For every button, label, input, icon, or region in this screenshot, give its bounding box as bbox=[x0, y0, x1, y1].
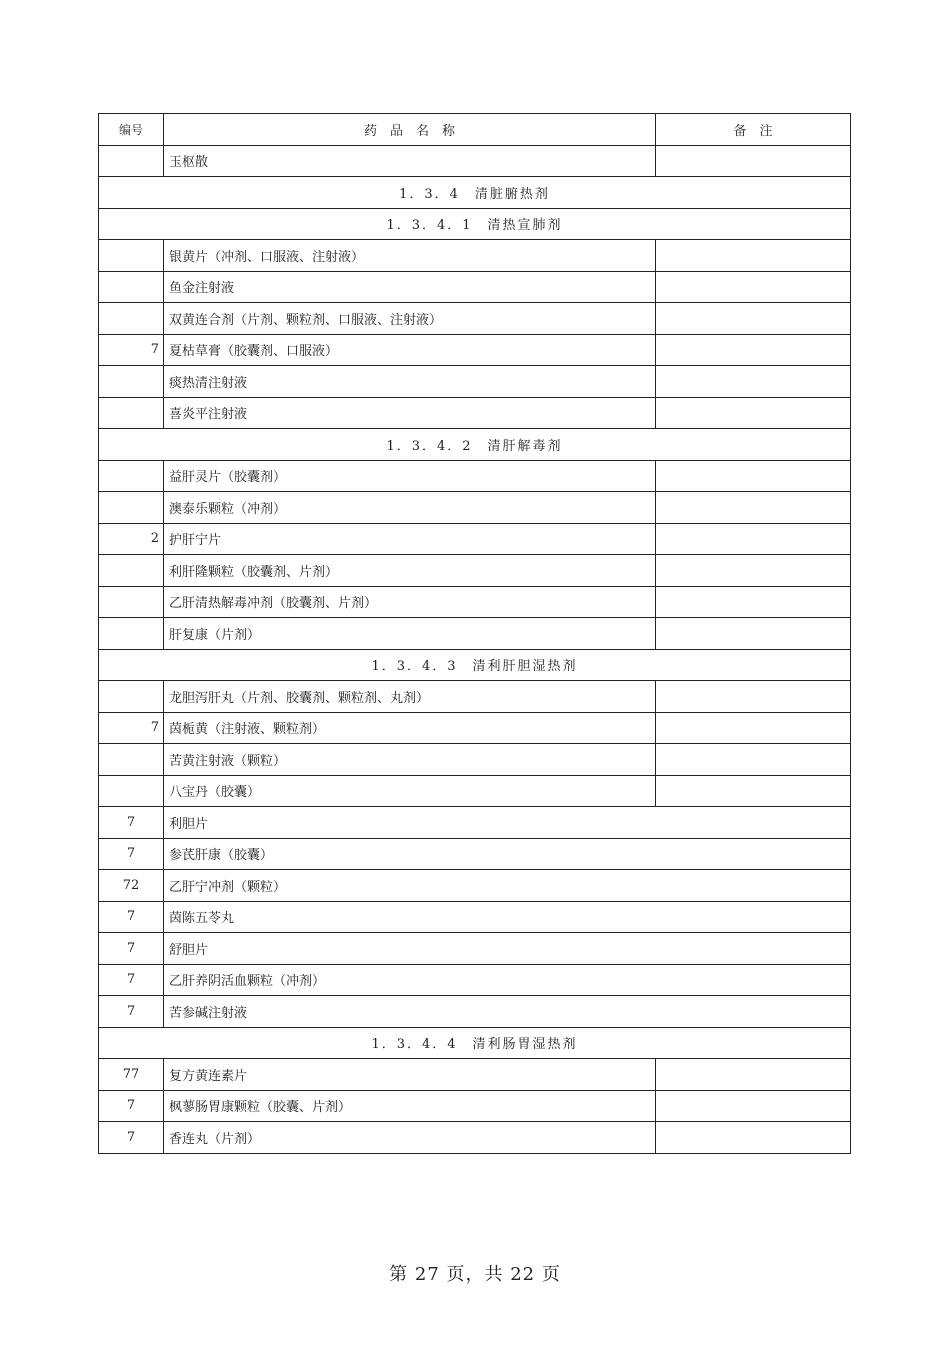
section-title: 1．3．4．4 清利肠胃湿热剂 bbox=[99, 1027, 851, 1059]
drug-name: 枫蓼肠胃康颗粒（胶囊、片剂） bbox=[164, 1090, 656, 1122]
remarks-cell bbox=[656, 366, 851, 398]
remarks-cell bbox=[656, 334, 851, 366]
row-number: 7 bbox=[99, 712, 164, 744]
row-number: 7 bbox=[99, 838, 164, 870]
remarks-cell bbox=[656, 1090, 851, 1122]
remarks-cell bbox=[656, 555, 851, 587]
drug-name: 茵陈五苓丸 bbox=[164, 901, 851, 933]
header-number: 编号 bbox=[99, 114, 164, 146]
remarks-cell bbox=[656, 618, 851, 650]
remarks-cell bbox=[656, 1059, 851, 1091]
table-row bbox=[99, 933, 851, 965]
table-row bbox=[99, 712, 851, 744]
row-number bbox=[99, 366, 164, 398]
section-title: 1．3．4 清脏腑热剂 bbox=[99, 177, 851, 209]
remarks-cell bbox=[656, 712, 851, 744]
drug-name: 喜炎平注射液 bbox=[164, 397, 656, 429]
row-number bbox=[99, 271, 164, 303]
row-number bbox=[99, 303, 164, 335]
table-row bbox=[99, 964, 851, 996]
drug-name: 复方黄连素片 bbox=[164, 1059, 656, 1091]
table-row bbox=[99, 586, 851, 618]
drug-name: 利肝隆颗粒（胶囊剂、片剂） bbox=[164, 555, 656, 587]
row-number bbox=[99, 460, 164, 492]
table-row bbox=[99, 303, 851, 335]
row-number: 72 bbox=[99, 870, 164, 902]
table-row bbox=[99, 460, 851, 492]
table-row bbox=[99, 334, 851, 366]
section-row bbox=[99, 429, 851, 461]
section-row bbox=[99, 177, 851, 209]
remarks-cell bbox=[656, 240, 851, 272]
row-number bbox=[99, 240, 164, 272]
drug-name: 益肝灵片（胶囊剂） bbox=[164, 460, 656, 492]
table-row bbox=[99, 555, 851, 587]
remarks-cell bbox=[656, 397, 851, 429]
table-row bbox=[99, 618, 851, 650]
section-title: 1．3．4．1 清热宣肺剂 bbox=[99, 208, 851, 240]
table-row bbox=[99, 807, 851, 839]
page-footer: 第 27 页，共 22 页 bbox=[389, 1264, 561, 1285]
table-row bbox=[99, 145, 851, 177]
row-number bbox=[99, 145, 164, 177]
table-row bbox=[99, 366, 851, 398]
drug-name: 乙肝清热解毒冲剂（胶囊剂、片剂） bbox=[164, 586, 656, 618]
table-row bbox=[99, 870, 851, 902]
remarks-cell bbox=[656, 586, 851, 618]
section-title: 1．3．4．2 清肝解毒剂 bbox=[99, 429, 851, 461]
remarks-cell bbox=[656, 460, 851, 492]
remarks-cell bbox=[656, 271, 851, 303]
table-row bbox=[99, 996, 851, 1028]
remarks-cell bbox=[656, 145, 851, 177]
row-number: 7 bbox=[99, 996, 164, 1028]
drug-name: 参芪肝康（胶囊） bbox=[164, 838, 851, 870]
table-row bbox=[99, 240, 851, 272]
drug-name: 八宝丹（胶囊） bbox=[164, 775, 656, 807]
drug-name: 舒胆片 bbox=[164, 933, 851, 965]
remarks-cell bbox=[656, 744, 851, 776]
header-remarks: 备 注 bbox=[656, 114, 851, 146]
drug-name: 银黄片（冲剂、口服液、注射液） bbox=[164, 240, 656, 272]
row-number bbox=[99, 492, 164, 524]
row-number bbox=[99, 586, 164, 618]
table-row bbox=[99, 744, 851, 776]
drug-name: 利胆片 bbox=[164, 807, 851, 839]
drug-name: 乙肝养阴活血颗粒（冲剂） bbox=[164, 964, 851, 996]
header-drug-name: 药 品 名 称 bbox=[164, 114, 656, 146]
remarks-cell bbox=[656, 523, 851, 555]
drug-list-table bbox=[98, 113, 851, 1154]
drug-name: 乙肝宁冲剂（颗粒） bbox=[164, 870, 851, 902]
drug-name: 鱼金注射液 bbox=[164, 271, 656, 303]
row-number: 2 bbox=[99, 523, 164, 555]
table-row bbox=[99, 1059, 851, 1091]
row-number: 77 bbox=[99, 1059, 164, 1091]
drug-list-body bbox=[99, 114, 851, 1154]
table-row bbox=[99, 492, 851, 524]
drug-name: 香连丸（片剂） bbox=[164, 1122, 656, 1154]
section-row bbox=[99, 1027, 851, 1059]
drug-name: 玉枢散 bbox=[164, 145, 656, 177]
row-number: 7 bbox=[99, 933, 164, 965]
row-number bbox=[99, 775, 164, 807]
table-row bbox=[99, 271, 851, 303]
table-row bbox=[99, 838, 851, 870]
row-number bbox=[99, 681, 164, 713]
drug-name: 夏枯草膏（胶囊剂、口服液） bbox=[164, 334, 656, 366]
row-number: 7 bbox=[99, 1090, 164, 1122]
row-number: 7 bbox=[99, 901, 164, 933]
row-number bbox=[99, 397, 164, 429]
drug-name: 双黄连合剂（片剂、颗粒剂、口服液、注射液） bbox=[164, 303, 656, 335]
table-row bbox=[99, 775, 851, 807]
remarks-cell bbox=[656, 303, 851, 335]
row-number: 7 bbox=[99, 1122, 164, 1154]
remarks-cell bbox=[656, 492, 851, 524]
remarks-cell bbox=[656, 1122, 851, 1154]
drug-name: 苦参碱注射液 bbox=[164, 996, 851, 1028]
table-header-row bbox=[99, 114, 851, 146]
row-number bbox=[99, 618, 164, 650]
drug-name: 肝复康（片剂） bbox=[164, 618, 656, 650]
drug-name: 龙胆泻肝丸（片剂、胶囊剂、颗粒剂、丸剂） bbox=[164, 681, 656, 713]
table-row bbox=[99, 681, 851, 713]
table-row bbox=[99, 523, 851, 555]
section-row bbox=[99, 649, 851, 681]
section-title: 1．3．4．3 清利肝胆湿热剂 bbox=[99, 649, 851, 681]
table-row bbox=[99, 1090, 851, 1122]
remarks-cell bbox=[656, 775, 851, 807]
row-number bbox=[99, 555, 164, 587]
section-row bbox=[99, 208, 851, 240]
table-row bbox=[99, 397, 851, 429]
drug-name: 茵栀黄（注射液、颗粒剂） bbox=[164, 712, 656, 744]
row-number: 7 bbox=[99, 807, 164, 839]
drug-name: 澳泰乐颗粒（冲剂） bbox=[164, 492, 656, 524]
table-row bbox=[99, 1122, 851, 1154]
drug-name: 护肝宁片 bbox=[164, 523, 656, 555]
table-row bbox=[99, 901, 851, 933]
drug-name: 苦黄注射液（颗粒） bbox=[164, 744, 656, 776]
row-number: 7 bbox=[99, 964, 164, 996]
drug-name: 痰热清注射液 bbox=[164, 366, 656, 398]
row-number: 7 bbox=[99, 334, 164, 366]
row-number bbox=[99, 744, 164, 776]
remarks-cell bbox=[656, 681, 851, 713]
